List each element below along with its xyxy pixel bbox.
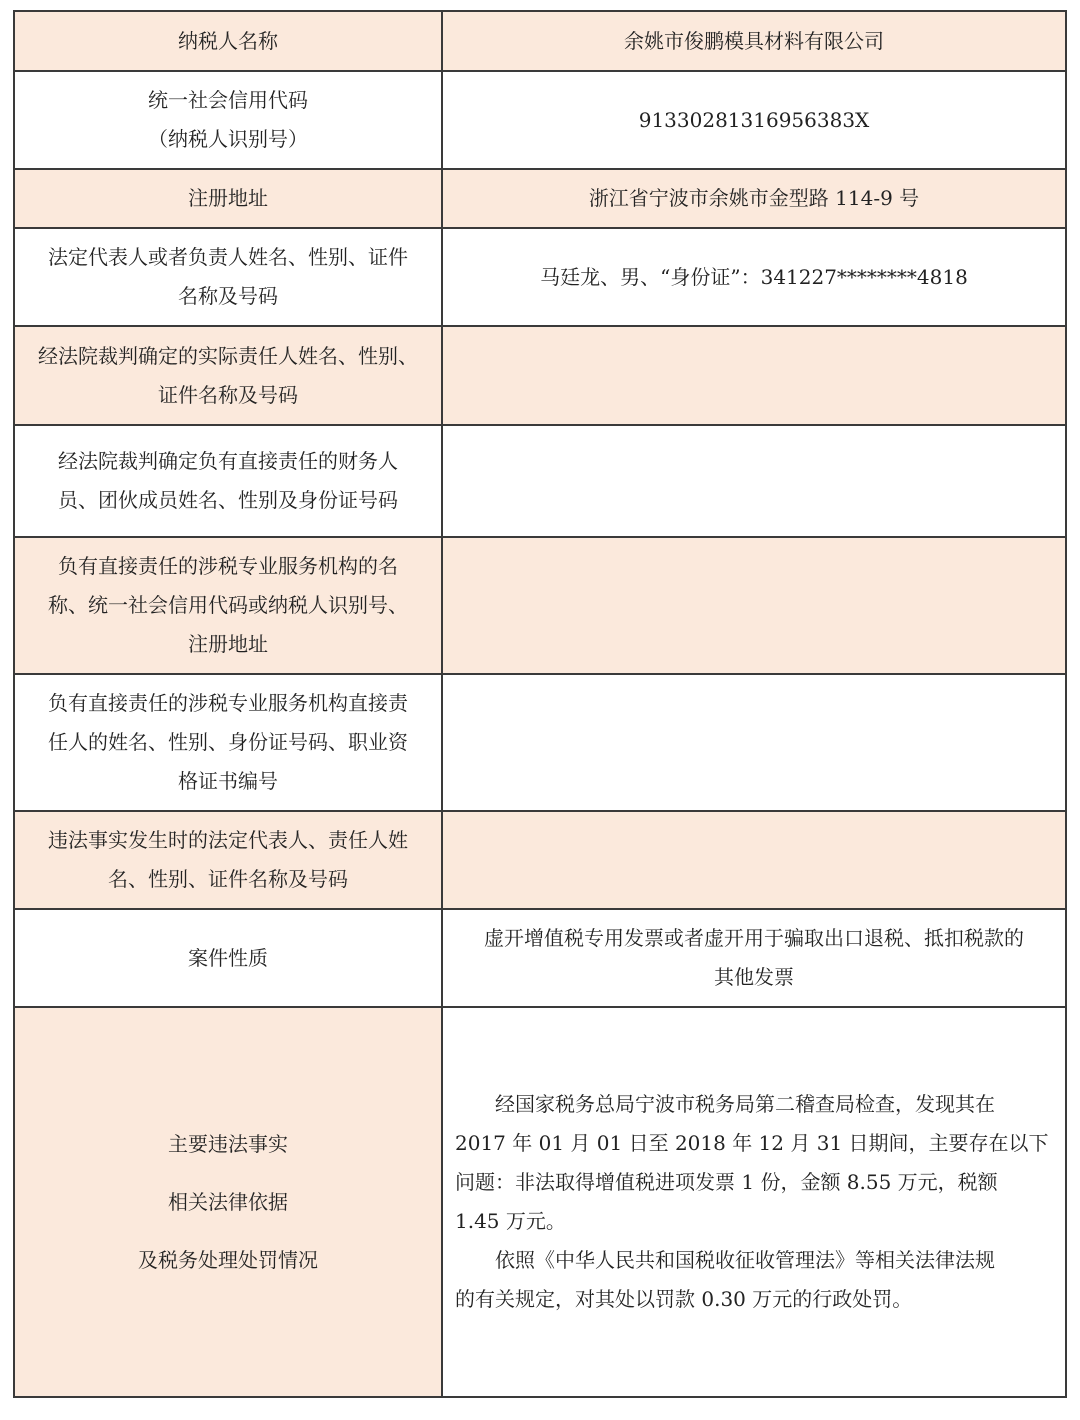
label-line: 违法事实发生时的法定代表人、责任人姓 <box>48 828 408 852</box>
table-row <box>14 71 1066 169</box>
label-line: 名、性别、证件名称及号码 <box>108 867 348 891</box>
label-line: 统一社会信用代码 <box>148 88 308 112</box>
table-row <box>14 169 1066 228</box>
facts-line: 的有关规定，对其处以罚款 0.30 万元的行政处罚。 <box>455 1287 913 1311</box>
value-line: 虚开增值税专用发票或者虚开用于骗取出口退税、抵扣税款的 <box>484 926 1024 950</box>
row-label <box>14 909 442 1007</box>
label-line: 案件性质 <box>188 945 268 970</box>
label-line: 员、团伙成员姓名、性别及身份证号码 <box>58 488 398 512</box>
row-label <box>14 71 442 169</box>
row-label <box>14 425 442 537</box>
label-line: 证件名称及号码 <box>158 382 298 407</box>
row-value <box>442 811 1066 909</box>
facts-line: 问题：非法取得增值税进项发票 1 份，金额 8.55 万元，税额 <box>455 1170 998 1194</box>
table-row <box>14 674 1066 811</box>
row-label <box>14 537 442 674</box>
row-label <box>14 1007 442 1397</box>
label-line: 格证书编号 <box>178 769 278 793</box>
facts-paragraph-1-cont <box>455 1124 1055 1241</box>
label-line: 负有直接责任的涉税专业服务机构直接责 <box>48 691 408 715</box>
row-value <box>442 169 1066 228</box>
label-line: 负有直接责任的涉税专业服务机构的名 <box>58 554 398 578</box>
row-label <box>14 169 442 228</box>
facts-line: 1.45 万元。 <box>455 1209 566 1233</box>
row-value <box>442 425 1066 537</box>
value-line: 91330281316956383X <box>638 107 870 132</box>
facts-line: 经国家税务总局宁波市税务局第二稽查局检查，发现其在 <box>495 1092 995 1116</box>
violation-facts-cell <box>442 1007 1066 1397</box>
table-row <box>14 11 1066 71</box>
label-line: （纳税人识别号） <box>148 127 308 151</box>
label-line: 经法院裁判确定的实际责任人姓名、性别、 <box>38 343 418 368</box>
label-line: 及税务处理处罚情况 <box>138 1248 318 1272</box>
value-line: 马廷龙、男、“身份证”：341227********4818 <box>540 264 968 289</box>
table-row <box>14 811 1066 909</box>
facts-paragraph-1 <box>455 1085 1055 1124</box>
label-line: 纳税人名称 <box>178 28 278 53</box>
value-line: 余姚市俊鹏模具材料有限公司 <box>624 28 884 53</box>
row-label <box>14 811 442 909</box>
facts-line: 2017 年 01 月 01 日至 2018 年 12 月 31 日期间，主要存在以下 <box>455 1131 1049 1155</box>
label-line: 经法院裁判确定负有直接责任的财务人 <box>58 449 398 473</box>
row-value <box>442 71 1066 169</box>
table-row <box>14 1007 1066 1397</box>
row-value <box>442 228 1066 326</box>
row-value <box>442 537 1066 674</box>
label-line: 注册地址 <box>188 186 268 210</box>
facts-paragraph-2 <box>455 1241 1055 1280</box>
facts-line: 依照《中华人民共和国税收征收管理法》等相关法律法规 <box>495 1248 995 1272</box>
row-label <box>14 228 442 326</box>
label-line: 任人的姓名、性别、身份证号码、职业资 <box>48 730 408 754</box>
row-value <box>442 11 1066 71</box>
tax-violation-table <box>13 10 1067 1398</box>
label-line: 称、统一社会信用代码或纳税人识别号、 <box>48 593 408 617</box>
row-value <box>442 326 1066 425</box>
value-line: 浙江省宁波市余姚市金型路 114-9 号 <box>588 186 920 210</box>
table-row <box>14 228 1066 326</box>
row-value <box>442 674 1066 811</box>
row-value <box>442 909 1066 1007</box>
facts-paragraph-2-cont <box>455 1280 1055 1319</box>
table-row <box>14 909 1066 1007</box>
label-line: 注册地址 <box>188 632 268 656</box>
table-row <box>14 537 1066 674</box>
value-line: 其他发票 <box>714 965 794 989</box>
row-label <box>14 674 442 811</box>
row-label <box>14 11 442 71</box>
row-label <box>14 326 442 425</box>
label-line: 法定代表人或者负责人姓名、性别、证件 <box>48 245 408 269</box>
table-row <box>14 425 1066 537</box>
label-line: 相关法律依据 <box>168 1190 288 1214</box>
table-row <box>14 326 1066 425</box>
label-line: 主要违法事实 <box>168 1132 288 1156</box>
tax-violation-table-frame <box>13 10 1066 1398</box>
label-line: 名称及号码 <box>178 284 278 308</box>
